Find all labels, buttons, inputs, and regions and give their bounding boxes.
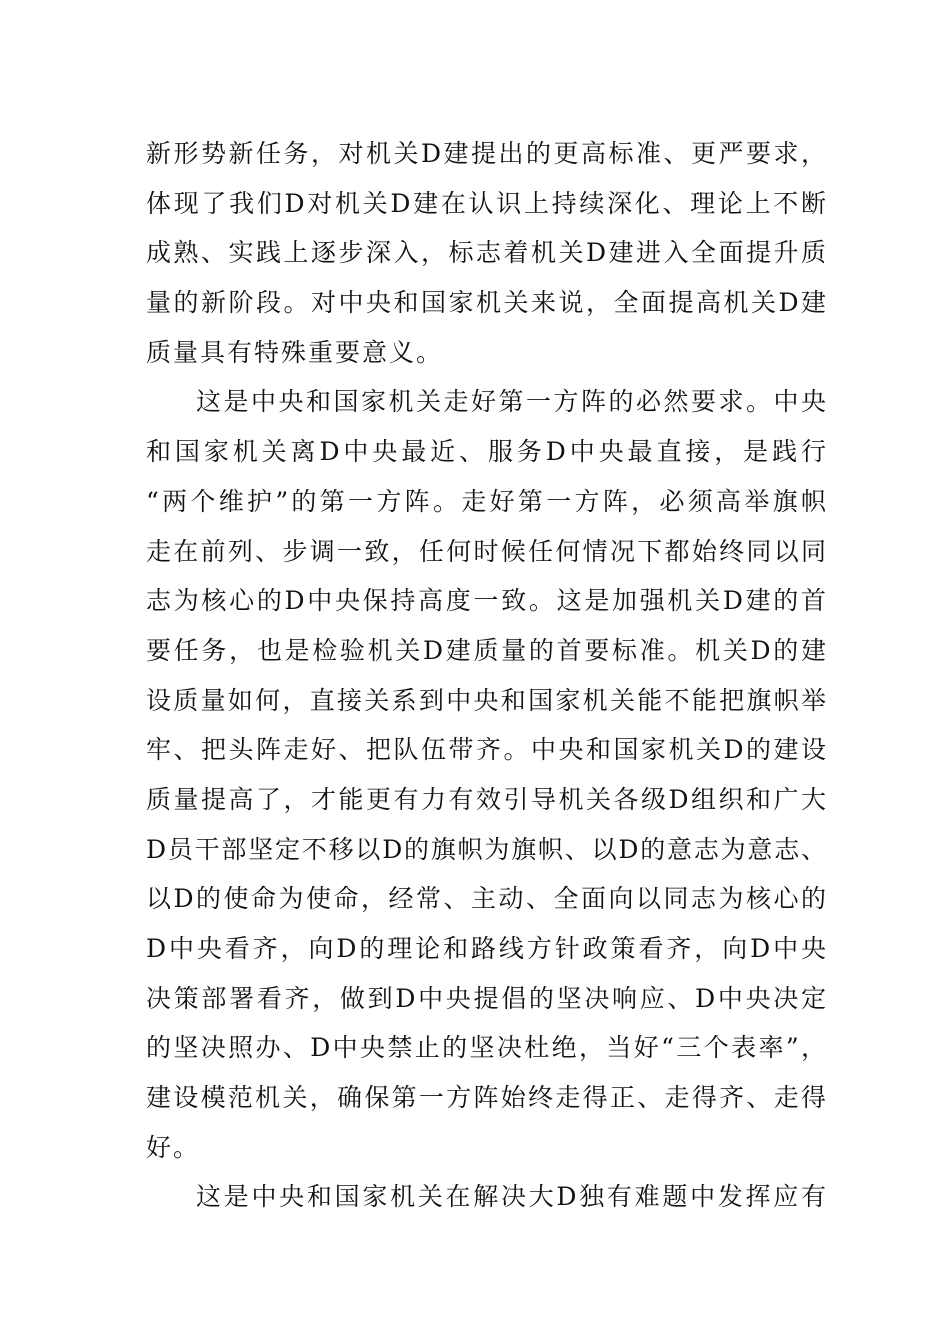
text-line: 成熟、实践上逐步深入，标志着机关D建进入全面提升质 (146, 238, 826, 268)
text-line: 这是中央和国家机关在解决大D独有难题中发挥应有 (196, 1182, 826, 1212)
text-line: 要任务，也是检验机关D建质量的首要标准。机关D的建 (146, 635, 826, 665)
text-line: 和国家机关离D中央最近、服务D中央最直接，是践行 (146, 437, 826, 467)
text-line: 决策部署看齐，做到D中央提倡的坚决响应、D中央决定 (146, 983, 826, 1013)
text-line: 建设模范机关，确保第一方阵始终走得正、走得齐、走得 (146, 1083, 826, 1113)
text-line: 体现了我们D对机关D建在认识上持续深化、理论上不断 (146, 188, 826, 218)
text-line: 这是中央和国家机关走好第一方阵的必然要求。中央 (196, 387, 826, 417)
text-line: 新形势新任务，对机关D建提出的更高标准、更严要求， (146, 139, 826, 168)
text-line: 的坚决照办、D中央禁止的坚决杜绝，当好“三个表率”， (146, 1033, 826, 1063)
text-line: 质量具有特殊重要意义。 (146, 337, 444, 367)
text-line: D中央看齐，向D的理论和路线方针政策看齐，向D中央 (146, 934, 826, 963)
text-line: 量的新阶段。对中央和国家机关来说，全面提高机关D建 (146, 288, 826, 318)
text-line: 好。 (146, 1132, 201, 1162)
text-line: “两个维护”的第一方阵。走好第一方阵，必须高举旗帜 (146, 486, 826, 516)
text-line: 质量提高了，才能更有力有效引导机关各级D组织和广大 (146, 784, 826, 814)
text-line: 设质量如何，直接关系到中央和国家机关能不能把旗帜举 (146, 685, 826, 715)
text-line: 走在前列、步调一致，任何时候任何情况下都始终同以同 (146, 536, 826, 566)
text-line: 志为核心的D中央保持高度一致。这是加强机关D建的首 (146, 586, 826, 616)
body-text (146, 129, 826, 1222)
text-line: 以D的使命为使命，经常、主动、全面向以同志为核心的 (146, 884, 826, 914)
text-line: D员干部坚定不移以D的旗帜为旗帜、以D的意志为意志、 (146, 834, 826, 864)
text-line: 牢、把头阵走好、把队伍带齐。中央和国家机关D的建设 (146, 735, 826, 765)
